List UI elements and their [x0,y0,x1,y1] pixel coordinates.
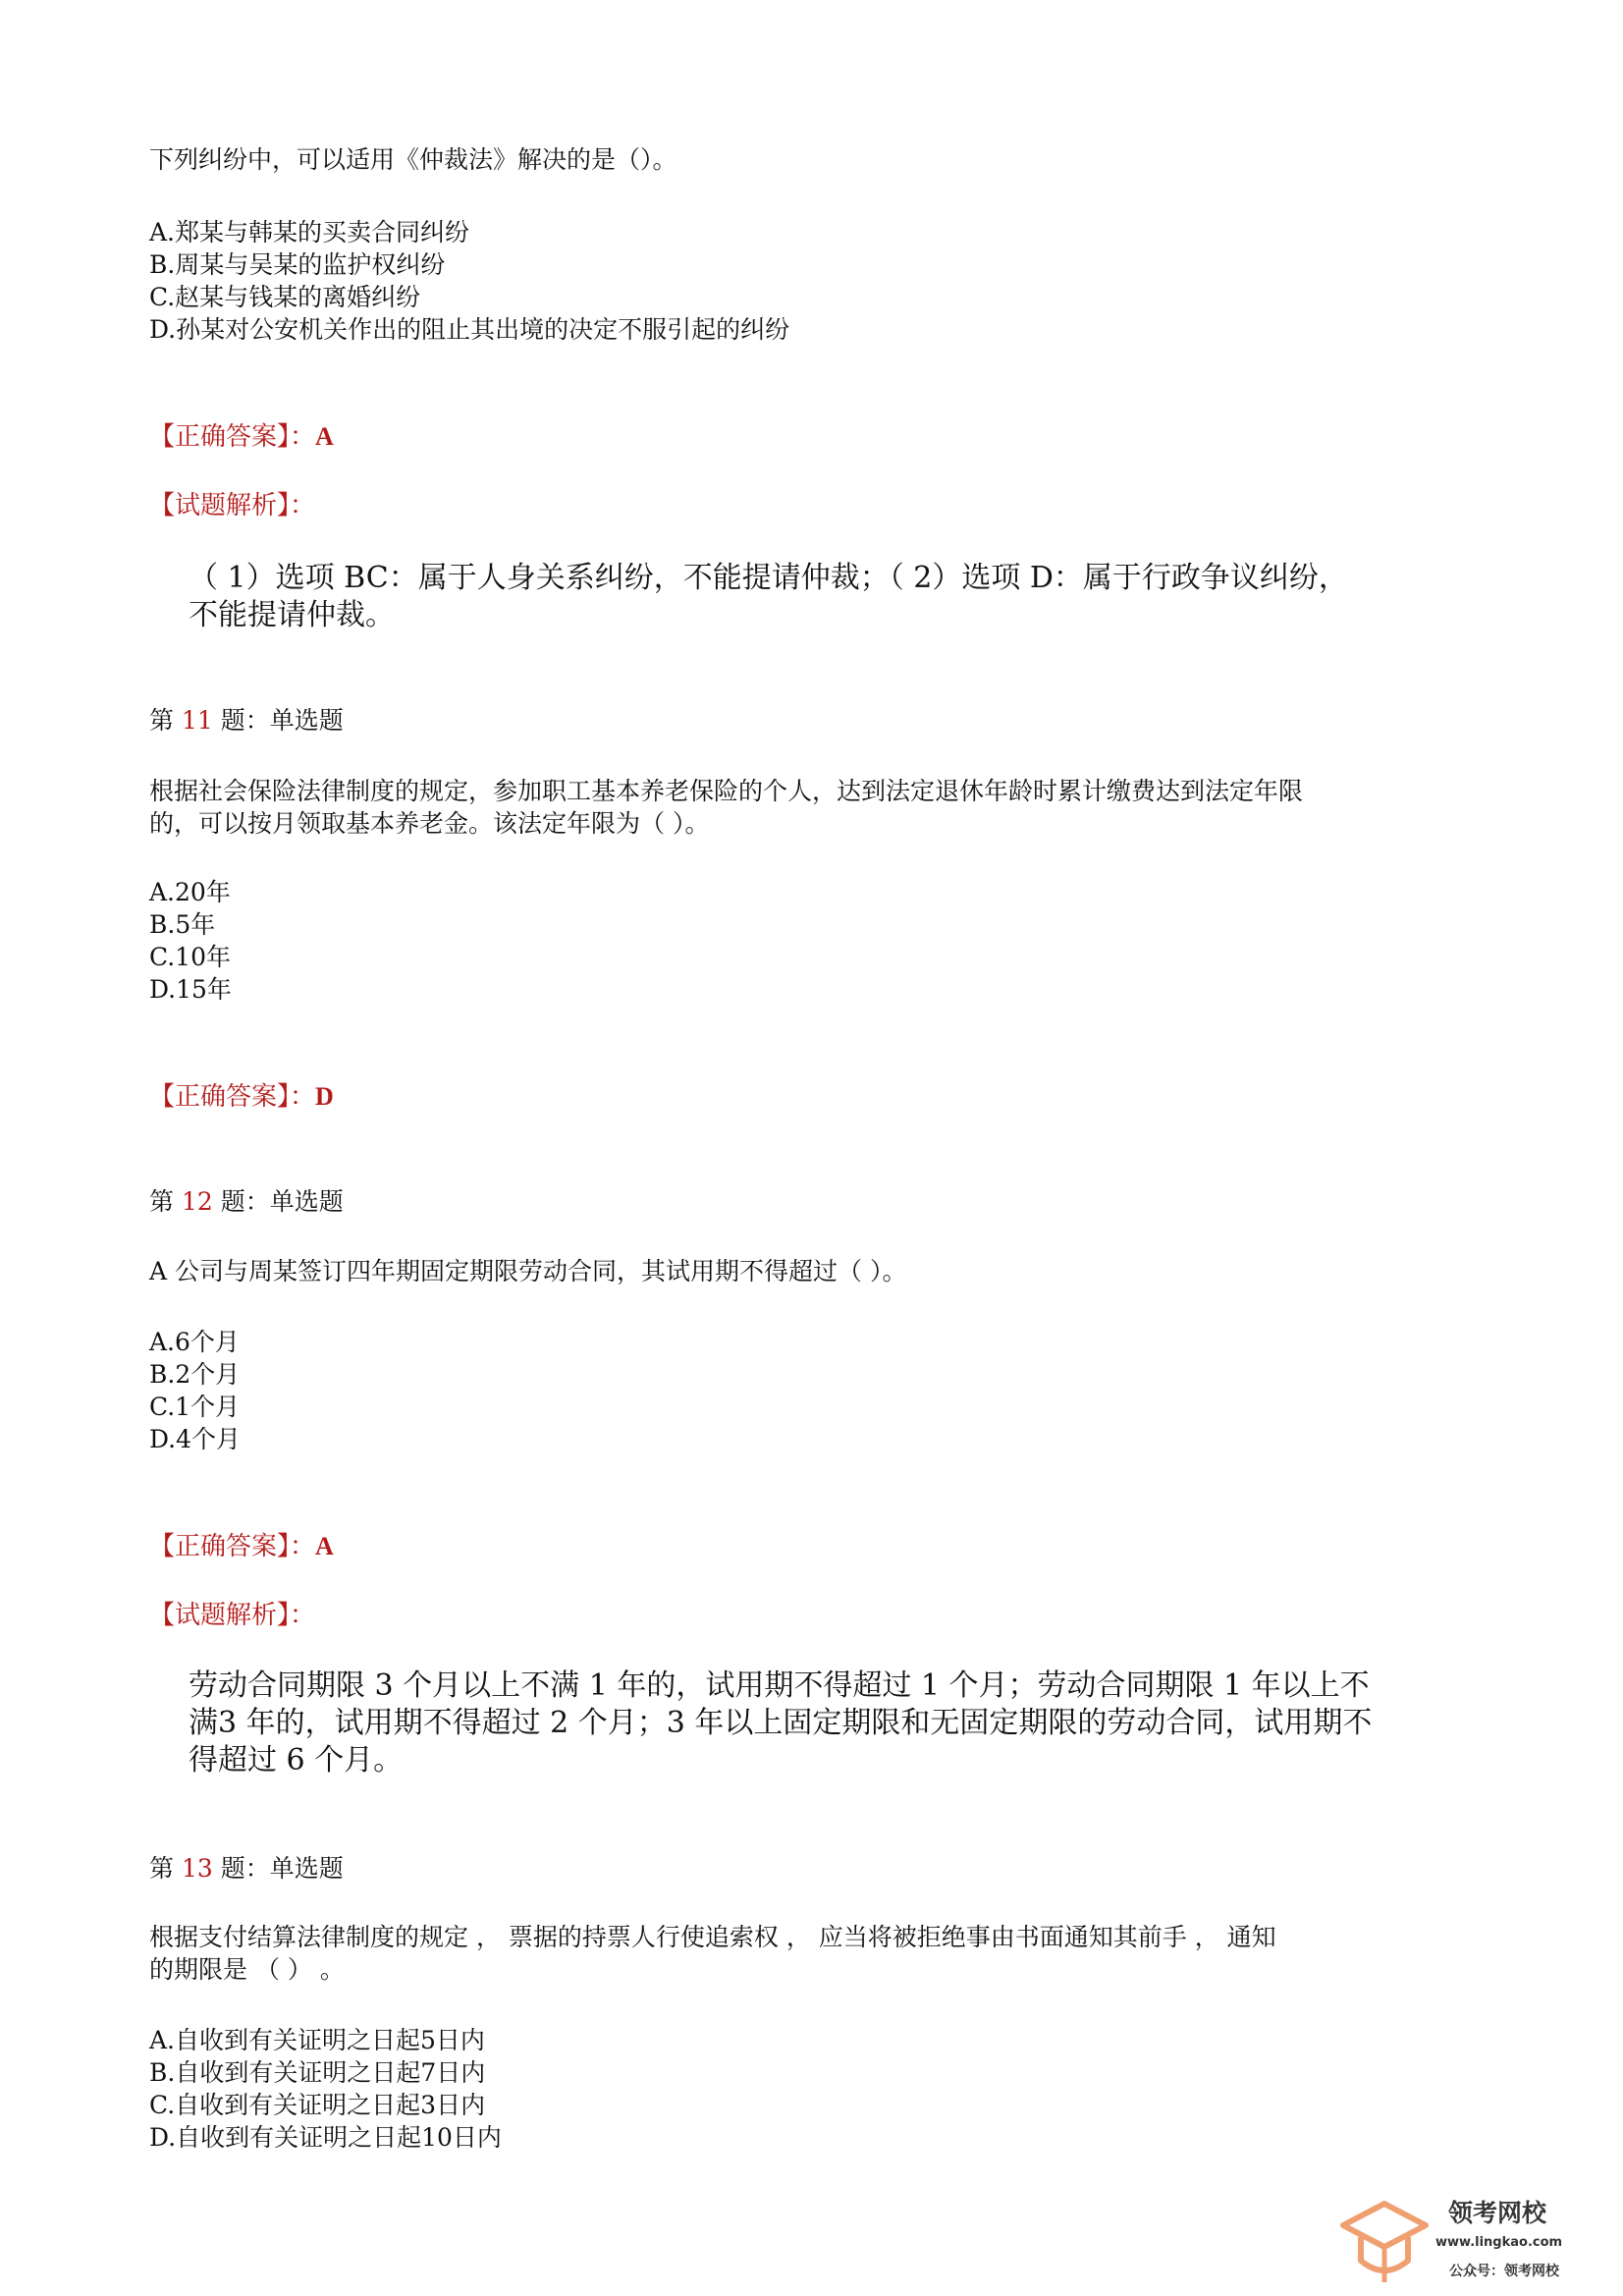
q12-analysis-line: 满3 年的，试用期不得超过 2 个月；3 年以上固定期限和无固定期限的劳动合同，试用期不 [189,1706,1373,1740]
logo-wechat: 公众号：领考网校 [1449,2264,1559,2279]
q10-stem: 下列纠纷中，可以适用《仲裁法》解决的是（）。 [149,145,677,174]
q12-option-b: B.2个月 [149,1360,241,1389]
q13-stem [149,1921,1276,1986]
q13-option-c: C.自收到有关证明之日起3日内 [149,2091,486,2119]
q13-stem-line: 的期限是 （ ） 。 [149,1955,345,1984]
q12-prefix: 第 [149,1187,175,1216]
q13-options [149,2024,502,2154]
q12-option-a: A.6个月 [149,1328,240,1356]
q11-header [149,704,344,738]
q10-option-a: A.郑某与韩某的买卖合同纠纷 [149,218,470,246]
q12-analysis [189,1667,1465,1779]
q12-answer [149,1530,334,1563]
q10-analysis-line: （ 1）选项 BC：属于人身关系纠纷，不能提请仲裁；（ 2）选项 D：属于行政争议纠纷， [189,561,1348,595]
q10-analysis [189,560,1465,634]
q11-number: 11 [181,706,213,735]
q11-option-a: A.20年 [149,878,231,906]
q13-option-b: B.自收到有关证明之日起7日内 [149,2058,486,2087]
q12-analysis-line: 劳动合同期限 3 个月以上不满 1 年的，试用期不得超过 1 个月；劳动合同期限 1 年以上不 [189,1668,1370,1703]
q10-option-d: D.孙某对公安机关作出的阻止其出境的决定不服引起的纠纷 [149,315,790,344]
q12-answer-label: 【正确答案】： [149,1532,316,1561]
q11-option-c: C.10年 [149,943,231,971]
q11-stem [149,775,1303,840]
q11-type: 题：单选题 [220,706,344,735]
q11-stem-line: 的，可以按月领取基本养老金。该法定年限为（ ）。 [149,809,710,838]
graduation-cap-icon [1335,2192,1434,2290]
q11-answer [149,1080,334,1114]
logo-name: 领考网校 [1448,2199,1547,2227]
q13-number: 13 [181,1854,213,1883]
q12-analysis-line: 得超过 6 个月。 [189,1743,404,1777]
q11-option-d: D.15年 [149,975,232,1004]
q12-header [149,1185,344,1219]
q13-type: 题：单选题 [220,1854,344,1883]
q10-analysis-label: 【试题解析】： [149,491,316,520]
q12-analysis-label: 【试题解析】： [149,1601,316,1630]
logo-url: www.lingkao.com [1435,2235,1563,2250]
q10-answer-label: 【正确答案】： [149,422,316,452]
q10-answer [149,420,334,454]
q10-answer-value: A [315,422,334,451]
q11-answer-label: 【正确答案】： [149,1082,316,1112]
q10-options [149,216,789,346]
q13-option-a: A.自收到有关证明之日起5日内 [149,2026,485,2054]
q10-option-b: B.周某与吴某的监护权纠纷 [149,250,446,279]
q12-type: 题：单选题 [220,1187,344,1216]
q11-options [149,876,232,1006]
q12-answer-value: A [315,1532,334,1560]
q13-option-d: D.自收到有关证明之日起10日内 [149,2123,502,2152]
q11-stem-line: 根据社会保险法律制度的规定，参加职工基本养老保险的个人，达到法定退休年龄时累计缴费达到法定年限 [149,777,1304,805]
q11-option-b: B.5年 [149,910,216,939]
q12-options [149,1326,241,1455]
q12-option-c: C.1个月 [149,1393,241,1421]
q12-option-d: D.4个月 [149,1425,242,1453]
q12-number: 12 [181,1187,213,1216]
q11-answer-value: D [315,1082,334,1111]
q13-header [149,1852,344,1886]
q11-prefix: 第 [149,706,175,735]
q10-option-c: C.赵某与钱某的离婚纠纷 [149,283,421,311]
q13-stem-line: 根据支付结算法律制度的规定 ， 票据的持票人行使追索权 ， 应当将被拒绝事由书面通知其前手 ， 通知 [149,1923,1276,1951]
lingkao-logo [1335,2192,1591,2290]
q12-stem: A 公司与周某签订四年期固定期限劳动合同，其试用期不得超过（ ）。 [149,1257,907,1285]
q10-analysis-line: 不能提请仲裁。 [189,598,395,632]
q13-prefix: 第 [149,1854,175,1883]
